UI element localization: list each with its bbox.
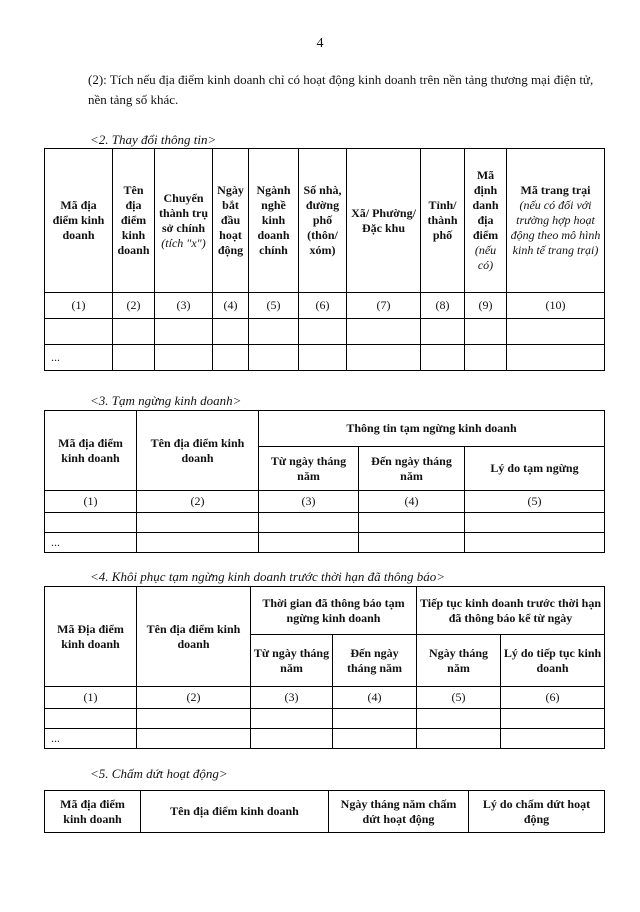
header-ten-dia-diem: Tên địa điểm kinh doanh: [137, 587, 251, 687]
ellipsis-cell: ...: [45, 533, 137, 553]
table-header-row: [45, 791, 605, 833]
header-den-ngay: Đến ngày tháng năm: [359, 447, 465, 491]
table-header-row: [45, 411, 605, 447]
num-cell: (4): [359, 491, 465, 513]
page-number: 4: [316, 36, 324, 51]
header-ma-dinh-danh-text: Mã định danh địa điểm: [472, 168, 499, 242]
header-ma-dia-diem: Mã địa điểm kinh doanh: [45, 791, 141, 833]
table-row: [45, 345, 605, 371]
header-ngay-bat-dau: Ngày bắt đầu hoạt động: [213, 149, 249, 293]
header-so-nha: Số nhà, đường phố (thôn/ xóm): [299, 149, 347, 293]
num-cell: (2): [113, 293, 155, 319]
table-resume: [44, 586, 605, 749]
num-cell: (5): [417, 687, 501, 709]
num-cell: (8): [421, 293, 465, 319]
num-cell: (6): [299, 293, 347, 319]
header-ten-dia-diem: Tên địa điểm kinh doanh: [113, 149, 155, 293]
table-suspend: [44, 410, 605, 553]
num-cell: (1): [45, 293, 113, 319]
num-cell: (1): [45, 491, 137, 513]
num-cell: (10): [507, 293, 605, 319]
table-change-info: [44, 148, 605, 371]
table-header-row: [45, 587, 605, 635]
header-nganh-nghe: Ngành nghề kinh doanh chính: [249, 149, 299, 293]
num-cell: (4): [333, 687, 417, 709]
num-cell: (3): [259, 491, 359, 513]
header-ten-dia-diem: Tên địa điểm kinh doanh: [137, 411, 259, 491]
number-row: [45, 293, 605, 319]
header-tu-ngay: Từ ngày tháng năm: [259, 447, 359, 491]
header-ma-dia-diem: Mã địa điểm kinh doanh: [45, 411, 137, 491]
header-chuyen-thanh: [155, 149, 213, 293]
header-chuyen-thanh-text: Chuyển thành trụ sở chính: [158, 190, 208, 235]
header-den-ngay: Đến ngày tháng năm: [333, 635, 417, 687]
header-xa-phuong: Xã/ Phường/ Đặc khu: [347, 149, 421, 293]
header-thong-tin-tam-ngung: Thông tin tạm ngừng kinh doanh: [259, 411, 605, 447]
header-ly-do-tiep-tuc: Lý do tiếp tục kinh doanh: [501, 635, 605, 687]
num-cell: (6): [501, 687, 605, 709]
num-cell: (5): [465, 491, 605, 513]
header-ma-dinh-danh-note: (nếu có): [474, 243, 497, 272]
num-cell: (3): [251, 687, 333, 709]
number-row: [45, 491, 605, 513]
header-chuyen-thanh-note: (tích "x"): [161, 235, 206, 250]
header-ma-trang-trai-note: (nếu có đối với trường hợp hoạt động theo mô hình kinh tế trang trại): [510, 198, 601, 257]
header-ma-trang-trai-text: Mã trang trại: [520, 183, 591, 197]
section-2-title: <2. Thay đổi thông tin>: [90, 132, 217, 147]
header-thoi-gian-tam-ngung: Thời gian đã thông báo tạm ngừng kinh doanh: [251, 587, 417, 635]
header-ma-dinh-danh: [465, 149, 507, 293]
table-row: [45, 709, 605, 729]
section-5-title: <5. Chấm dứt hoạt động>: [90, 766, 228, 781]
header-tu-ngay: Từ ngày tháng năm: [251, 635, 333, 687]
header-ten-dia-diem: Tên địa điểm kinh doanh: [141, 791, 329, 833]
num-cell: (2): [137, 491, 259, 513]
num-cell: (2): [137, 687, 251, 709]
table-header-row: [45, 149, 605, 293]
header-ngay-thang-nam: Ngày tháng năm: [417, 635, 501, 687]
num-cell: (3): [155, 293, 213, 319]
ellipsis-cell: ...: [45, 729, 137, 749]
table-terminate: [44, 790, 605, 833]
section-4-title: <4. Khôi phục tạm ngừng kinh doanh trước thời hạn đã thông báo>: [90, 569, 446, 584]
header-ly-do: Lý do tạm ngừng: [465, 447, 605, 491]
note-paragraph: (2): Tích nếu địa điểm kinh doanh chỉ có hoạt động kinh doanh trên nền tảng thương mại điện tử, nền tảng số khác.: [88, 72, 594, 107]
header-tiep-tuc-kinh-doanh: Tiếp tục kinh doanh trước thời hạn đã thông báo kể từ ngày: [417, 587, 605, 635]
table-row: [45, 533, 605, 553]
num-cell: (4): [213, 293, 249, 319]
num-cell: (1): [45, 687, 137, 709]
num-cell: (5): [249, 293, 299, 319]
table-row: [45, 729, 605, 749]
header-ly-do-cham-dut: Lý do chấm dứt hoạt động: [469, 791, 605, 833]
header-ma-dia-diem: Mã Địa điểm kinh doanh: [45, 587, 137, 687]
ellipsis-cell: ...: [45, 345, 113, 371]
header-ngay-cham-dut: Ngày tháng năm chấm dứt hoạt động: [329, 791, 469, 833]
table-row: [45, 319, 605, 345]
table-row: [45, 513, 605, 533]
num-cell: (7): [347, 293, 421, 319]
header-ma-dia-diem: Mã địa điểm kinh doanh: [45, 149, 113, 293]
section-3-title: <3. Tạm ngừng kinh doanh>: [90, 393, 242, 408]
number-row: [45, 687, 605, 709]
header-tinh: Tỉnh/ thành phố: [421, 149, 465, 293]
header-ma-trang-trai: [507, 149, 605, 293]
num-cell: (9): [465, 293, 507, 319]
